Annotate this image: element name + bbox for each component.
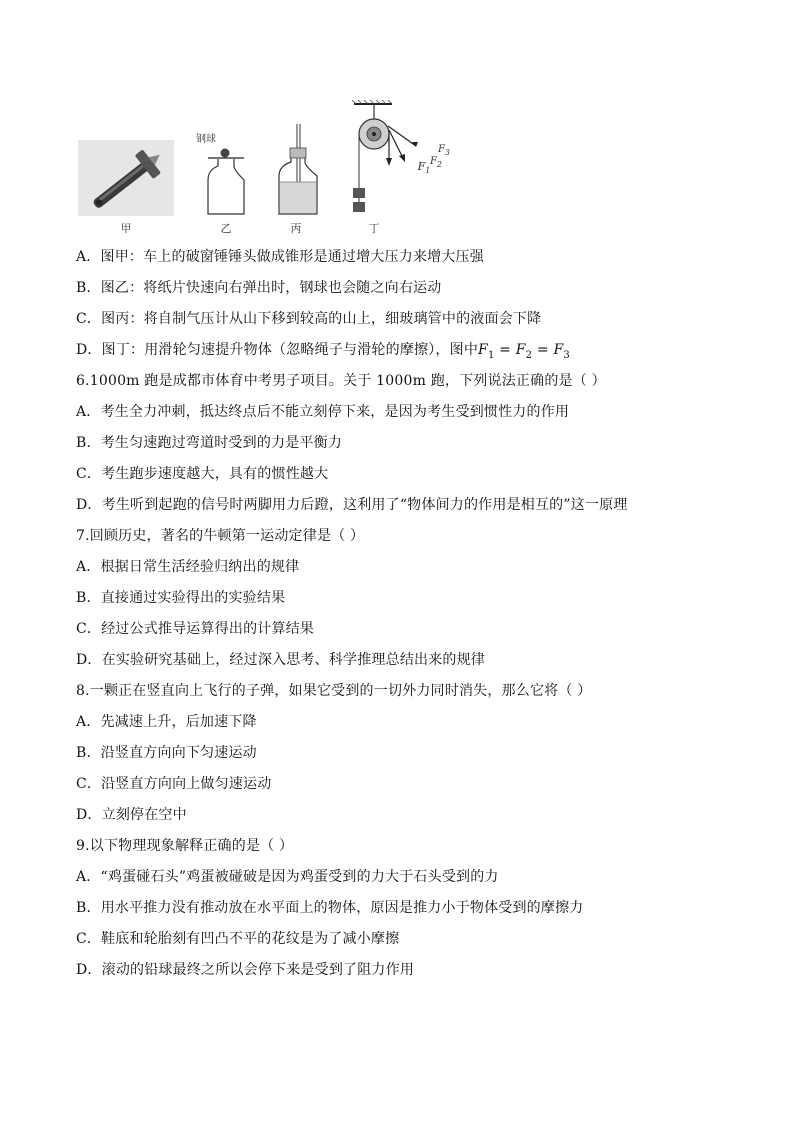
- q5-option-b: B．图乙：将纸片快速向右弹出时，钢球也会随之向右运动: [76, 280, 442, 296]
- q6-option-d: D．考生听到起跑的信号时两脚用力后蹬，这利用了“物体间力的作用是相互的”这一原理: [76, 497, 628, 513]
- q7-option-d: D．在实验研究基础上，经过深入思考、科学推理总结出来的规律: [76, 652, 486, 668]
- q8-option-d: D．立刻停在空中: [76, 807, 187, 823]
- q6-option-c: C．考生跑步速度越大，具有的惯性越大: [76, 466, 329, 482]
- q7-stem: 7.回顾历史，著名的牛顿第一运动定律是（ ）: [76, 528, 365, 544]
- hammer-image: [78, 140, 174, 216]
- weight-2: [353, 202, 365, 212]
- q9-option-a: A．“鸡蛋碰石头”鸡蛋被碰破是因为鸡蛋受到的力大于石头受到的力: [76, 869, 499, 885]
- jar-diagram: [202, 136, 250, 218]
- q5-option-d-text: D．图丁：用滑轮匀速提升物体（忽略绳子与滑轮的摩擦），图中: [76, 342, 479, 358]
- q7-option-a: A．根据日常生活经验归纳出的规律: [76, 559, 300, 575]
- q6-option-b: B．考生匀速跑过弯道时受到的力是平衡力: [76, 435, 343, 451]
- figure-bing-barometer: [276, 124, 320, 235]
- figure-ding-label: 丁: [368, 222, 380, 235]
- q8-option-a: A．先减速上升，后加速下降: [76, 714, 257, 730]
- figure-row: [76, 98, 456, 238]
- q6-option-a: A．考生全力冲刺，抵达终点后不能立刻停下来，是因为考生受到惯性力的作用: [76, 404, 570, 420]
- question-list: [76, 246, 716, 990]
- force-equation: $F_1 = F_2 = F_3$: [478, 342, 570, 361]
- q8-option-c: C．沿竖直方向向上做匀速运动: [76, 776, 272, 792]
- q9-option-b: B．用水平推力没有推动放在水平面上的物体，原因是推力小于物体受到的摩擦力: [76, 900, 584, 916]
- f1-label: $F_1$: [417, 160, 431, 176]
- q8-option-b: B．沿竖直方向向下匀速运动: [76, 745, 257, 761]
- force-f2: [389, 130, 403, 158]
- figure-yi-label: 乙: [220, 222, 232, 235]
- f2-label: $F_2$: [429, 156, 443, 169]
- figure-bing-label: 丙: [290, 222, 302, 235]
- weight-1: [353, 188, 365, 198]
- q9-option-d: D．滚动的铅球最终之所以会停下来是受到了阻力作用: [76, 962, 415, 978]
- q5-option-c: C．图丙：将自制气压计从山下移到较高的山上，细玻璃管中的液面会下降: [76, 311, 542, 327]
- figure-ding-pulley: [348, 100, 458, 235]
- q6-stem: 6.1000m 跑是成都市体育中考男子项目。关于 1000m 跑，下列说法正确的是（ ）: [76, 373, 606, 389]
- q8-stem: 8.一颗正在竖直向上飞行的子弹，如果它受到的一切外力同时消失，那么它将（ ）: [76, 683, 592, 699]
- steel-ball-label: 钢球: [196, 134, 216, 145]
- q5-option-a: A．图甲：车上的破窗锤锤头做成锥形是通过增大压力来增大压强: [76, 249, 484, 265]
- q9-option-c: C．鞋底和轮胎刻有凹凸不平的花纹是为了减小摩擦: [76, 931, 400, 947]
- q7-option-b: B．直接通过实验得出的实验结果: [76, 590, 286, 606]
- q9-stem: 9.以下物理现象解释正确的是（ ）: [76, 838, 294, 854]
- figure-jia-label: 甲: [120, 222, 132, 235]
- q7-option-c: C．经过公式推导运算得出的计算结果: [76, 621, 315, 637]
- figure-yi-jar: [196, 134, 250, 235]
- barometer-diagram: [276, 124, 320, 218]
- f3-label: $F_3$: [437, 144, 451, 157]
- steel-ball: [221, 149, 230, 158]
- figure-jia-hammer: [78, 140, 174, 235]
- q5-option-d: [76, 339, 716, 370]
